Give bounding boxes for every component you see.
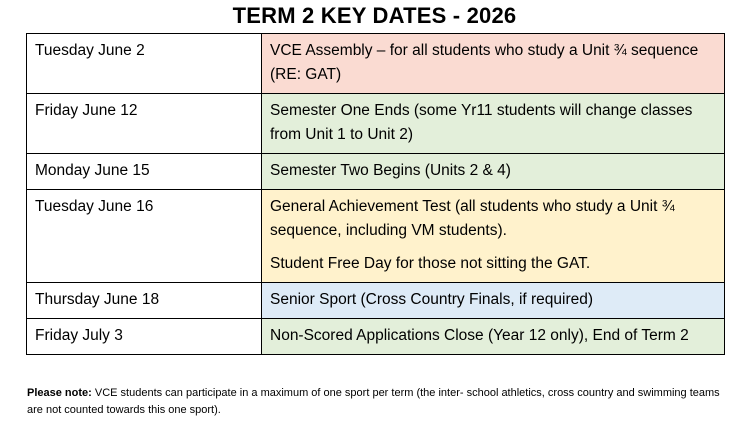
date-cell: Friday June 12	[27, 94, 262, 154]
event-description: Semester One Ends (some Yr11 students will change classes from Unit 1 to Unit 2)	[270, 102, 693, 143]
event-description: Senior Sport (Cross Country Finals, if required)	[270, 291, 594, 308]
table-row	[27, 283, 725, 319]
event-cell	[262, 154, 725, 190]
date-cell: Tuesday June 16	[27, 190, 262, 283]
table-row	[27, 154, 725, 190]
key-dates-table	[26, 33, 725, 355]
page-title: TERM 2 KEY DATES - 2026	[232, 3, 517, 28]
event-description: Student Free Day for those not sitting the GAT.	[270, 255, 591, 272]
event-cell	[262, 319, 725, 355]
date-cell: Monday June 15	[27, 154, 262, 190]
table-row	[27, 94, 725, 154]
event-description: General Achievement Test (all students who study a Unit ¾ sequence, including VM students).	[270, 198, 675, 239]
table-row	[27, 34, 725, 94]
footnote-label: Please note:	[27, 387, 92, 399]
event-description: Non-Scored Applications Close (Year 12 only), End of Term 2	[270, 327, 689, 344]
footnote	[27, 385, 727, 419]
event-cell	[262, 190, 725, 283]
event-description: VCE Assembly – for all students who study a Unit ¾ sequence (RE: GAT)	[270, 42, 699, 83]
event-cell	[262, 283, 725, 319]
date-cell: Friday July 3	[27, 319, 262, 355]
table-row	[27, 190, 725, 283]
footnote-text: VCE students can participate in a maximum of one sport per term (the inter- school athletics, cross country and swimming teams are not counted towards this one sport).	[27, 387, 720, 416]
table-row	[27, 319, 725, 355]
event-cell	[262, 34, 725, 94]
date-cell: Thursday June 18	[27, 283, 262, 319]
event-description: Semester Two Begins (Units 2 & 4)	[270, 162, 511, 179]
date-cell: Tuesday June 2	[27, 34, 262, 94]
event-cell	[262, 94, 725, 154]
